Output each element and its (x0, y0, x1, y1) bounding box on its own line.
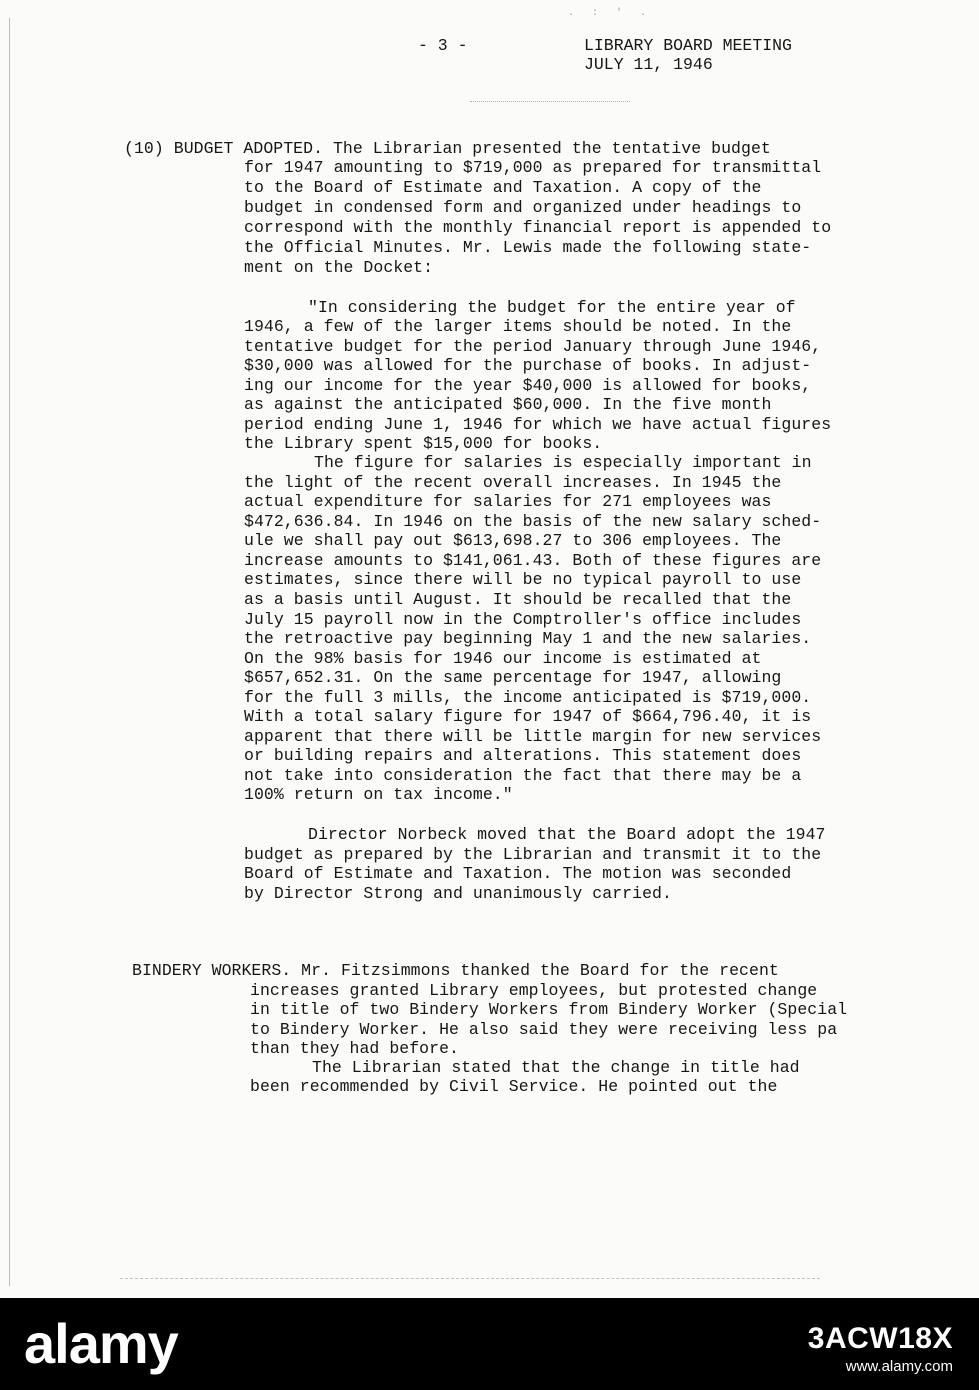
watermark-banner (0, 1298, 979, 1390)
body-line: The Librarian stated that the change in title had (312, 1058, 800, 1077)
header-divider (470, 101, 630, 103)
page-header (0, 36, 979, 84)
page-number: - 3 - (418, 36, 468, 55)
body-line: or building repairs and alterations. This statement does (244, 746, 802, 765)
body-line: BINDERY WORKERS. Mr. Fitzsimmons thanked the Board for the recent (132, 961, 779, 980)
body-line: for the full 3 mills, the income anticipated is $719,000. (244, 688, 812, 707)
body-line: $657,652.31. On the same percentage for 1947, allowing (244, 668, 782, 687)
body-line: "In considering the budget for the entire year of (308, 298, 796, 317)
body-line: correspond with the monthly financial report is appended to (244, 218, 832, 237)
body-line: 100% return on tax income." (244, 785, 513, 804)
body-line: the light of the recent overall increases. In 1945 the (244, 473, 782, 492)
body-line: period ending June 1, 1946 for which we have actual figures (244, 415, 832, 434)
body-line: apparent that there will be little margin for new services (244, 727, 822, 746)
body-line: in title of two Bindery Workers from Bindery Worker (Special (250, 1000, 848, 1019)
body-line: increase amounts to $141,061.43. Both of these figures are (244, 551, 822, 570)
scan-footer-line (120, 1278, 820, 1280)
body-line: Director Norbeck moved that the Board adopt the 1947 (308, 825, 826, 844)
body-line: Board of Estimate and Taxation. The motion was seconded (244, 864, 792, 883)
body-line: not take into consideration the fact that there may be a (244, 766, 802, 785)
body-line: ment on the Docket: (244, 258, 434, 277)
meeting-title: LIBRARY BOARD MEETING (584, 36, 792, 55)
body-line: tentative budget for the period January through June 1946, (244, 337, 822, 356)
image-id-label: 3ACW18X (807, 1322, 953, 1355)
meeting-date: JULY 11, 1946 (584, 55, 713, 74)
body-line: as against the anticipated $60,000. In the five month (244, 395, 772, 414)
body-line: budget as prepared by the Librarian and transmit it to the (244, 845, 822, 864)
body-line: for 1947 amounting to $719,000 as prepared for transmittal (244, 158, 822, 177)
body-line: budget in condensed form and organized under headings to (244, 198, 802, 217)
body-line: (10) BUDGET ADOPTED. The Librarian presented the tentative budget (124, 139, 771, 158)
body-line: $472,636.84. In 1946 on the basis of the new salary sched- (244, 512, 822, 531)
body-line: 1946, a few of the larger items should be noted. In the (244, 317, 792, 336)
body-line: The figure for salaries is especially important in (314, 453, 812, 472)
body-line: the Official Minutes. Mr. Lewis made the following state- (244, 238, 812, 257)
body-line: increases granted Library employees, but protested change (250, 981, 818, 1000)
body-line: as a basis until August. It should be recalled that the (244, 590, 792, 609)
watermark-url: www.alamy.com (845, 1358, 953, 1375)
body-line: On the 98% basis for 1946 our income is estimated at (244, 649, 762, 668)
body-line: With a total salary figure for 1947 of $664,796.40, it is (244, 707, 812, 726)
body-line: to Bindery Worker. He also said they were receiving less pa (250, 1020, 838, 1039)
scan-edge-line (9, 18, 10, 1286)
body-line: estimates, since there will be no typical payroll to use (244, 570, 802, 589)
body-line: to the Board of Estimate and Taxation. A copy of the (244, 178, 762, 197)
body-line: the Library spent $15,000 for books. (244, 434, 603, 453)
alamy-logo: alamy (24, 1312, 178, 1375)
body-line: ing our income for the year $40,000 is allowed for books, (244, 376, 812, 395)
body-line: the retroactive pay beginning May 1 and the new salaries. (244, 629, 812, 648)
body-line: than they had before. (250, 1039, 459, 1058)
body-line: by Director Strong and unanimously carried. (244, 884, 672, 903)
body-line: been recommended by Civil Service. He pointed out the (250, 1077, 778, 1096)
body-line: July 15 payroll now in the Comptroller's office includes (244, 610, 802, 629)
stamp-smudge: . : ' . (568, 8, 653, 19)
body-line: actual expenditure for salaries for 271 employees was (244, 492, 772, 511)
body-line: ule we shall pay out $613,698.27 to 306 employees. The (244, 531, 782, 550)
body-line: $30,000 was allowed for the purchase of books. In adjust- (244, 356, 812, 375)
